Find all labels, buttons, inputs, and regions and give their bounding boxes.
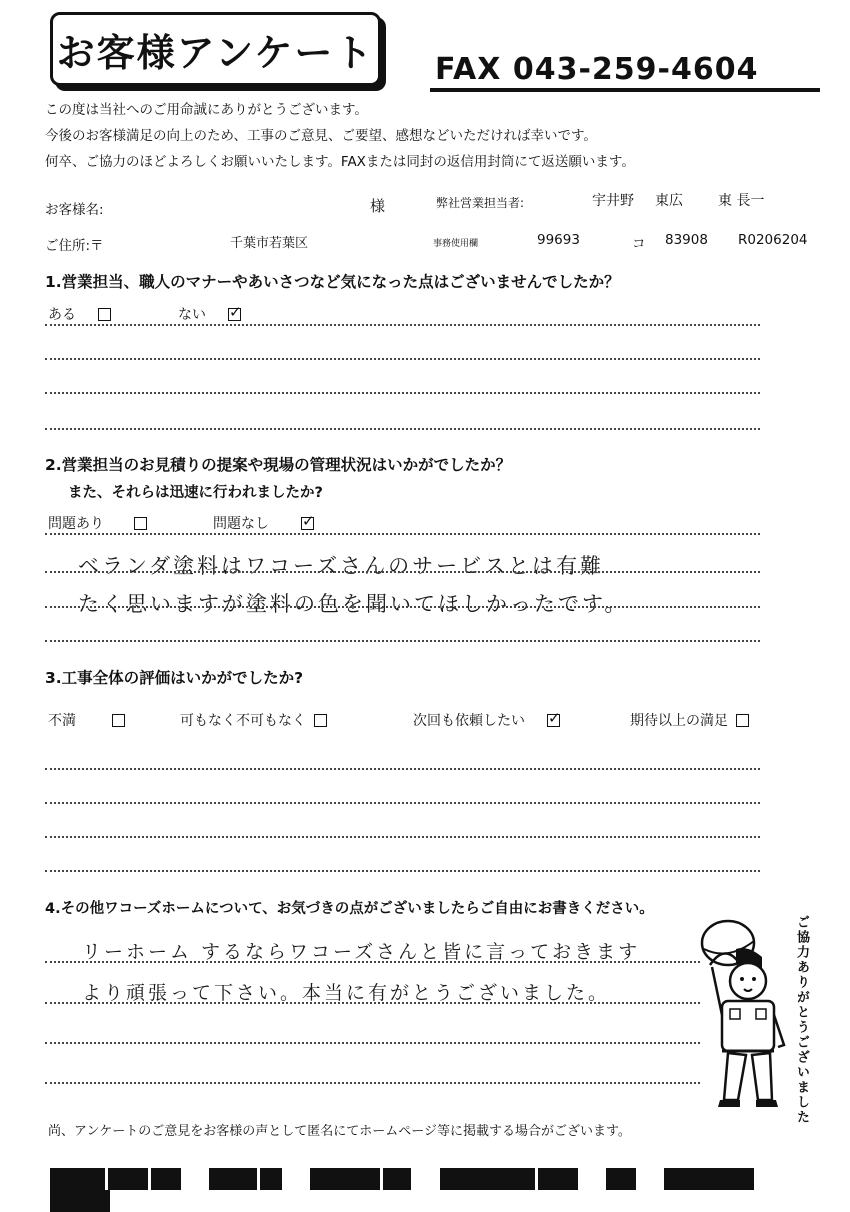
fax-number: FAX 043-259-4604 [435,52,759,87]
q3-option-neutral[interactable] [180,710,327,730]
q2-option-no-problem-checkbox[interactable] [301,517,314,530]
q1-option-yes-label: ある [48,307,76,323]
answer-line [45,392,760,394]
answer-line [45,324,760,326]
office-value-3: 83908 [665,232,708,248]
office-value-2: コ [632,236,646,252]
q2-answer-line-1: ベランダ塗料はワコーズさんのサービスとは有難 [78,554,605,578]
q2-option-problem-checkbox[interactable] [134,517,147,530]
q2-answer-line-2: たく思いますが塗料の色を聞いてほしかったです。 [78,592,629,616]
answer-line [45,358,760,360]
address-label: ご住所:〒 [45,238,104,254]
q3-option-dissatisfied-label: 不満 [48,713,76,729]
customer-name-label: お客様名: [45,202,104,218]
staff-name-2: 東広 [655,193,683,209]
q2-option-no-problem[interactable] [213,513,314,533]
staff-label: 弊社営業担当者: [436,196,525,210]
address-value: 千葉市若葉区 [230,236,309,251]
answer-line [45,1002,700,1004]
intro-line-1: この度は当社へのご用命誠にありがとうございます。 [45,102,368,118]
q1-option-no[interactable] [178,304,241,324]
answer-line [45,428,760,430]
survey-title: お客様アンケート [56,30,375,75]
answer-line [45,870,760,872]
answer-line [45,640,760,642]
q1-option-yes-checkbox[interactable] [98,308,111,321]
q1-option-no-checkbox[interactable] [228,308,241,321]
q3-option-exceeded-label: 期待以上の満足 [630,713,728,729]
worker-illustration [690,905,790,1115]
answer-line [45,768,760,770]
fax-underline [430,88,820,92]
office-use-label: 事務使用欄 [433,239,479,249]
q3-option-neutral-label: 可もなく不可もなく [180,713,306,729]
answer-line [45,571,760,573]
survey-title-box [50,12,381,86]
answer-line [45,836,760,838]
q2-option-problem[interactable] [48,513,147,533]
q1-option-no-label: ない [178,307,206,323]
answer-line [45,1082,700,1084]
q4-question: 4.その他ワコーズホームについて、お気づきの点がございましたらご自由にお書きください。 [45,901,654,917]
answer-line [45,961,700,963]
q3-question: 3.工事全体の評価はいかがでしたか? [45,669,304,687]
q4-answer-line-1: リーホーム するならワコーズさんと皆に言っておきます [82,941,641,963]
q2-question-line-2: また、それらは迅速に行われましたか? [68,485,323,501]
staff-name-3: 東 長一 [718,193,765,209]
intro-line-2: 今後のお客様満足の向上のため、工事のご意見、ご要望、感想などいただければ幸いです。 [45,128,597,144]
intro-line-3: 何卒、ご協力のほどよろしくお願いいたします。FAXまたは同封の返信用封筒にて返送願います。 [45,154,635,170]
q3-option-request-again-label: 次回も依頼したい [413,713,525,729]
staff-name-1: 宇井野 [592,193,634,209]
office-value-1: 99693 [537,232,580,248]
q2-option-no-problem-label: 問題なし [213,516,269,532]
thank-you-note: ご協力ありがとうございました [794,915,809,1125]
q3-option-dissatisfied[interactable] [48,710,125,730]
q3-option-exceeded-checkbox[interactable] [736,714,749,727]
q4-answer-line-2: より頑張って下さい。本当に有がとうございました。 [82,982,611,1004]
cropped-text-strip [50,1168,770,1194]
answer-line [45,802,760,804]
q2-option-problem-label: 問題あり [48,516,104,532]
q1-option-yes[interactable] [48,304,111,324]
q3-option-exceeded[interactable] [630,710,749,730]
footer-note: 尚、アンケートのご意見をお客様の声として匿名にてホームページ等に掲載する場合がございます。 [48,1124,631,1139]
q3-option-neutral-checkbox[interactable] [314,714,327,727]
office-value-4: R0206204 [738,232,808,248]
answer-line [45,533,760,535]
q3-option-request-again-checkbox[interactable] [547,714,560,727]
q2-question-line-1: 2.営業担当のお見積りの提案や現場の管理状況はいかがでしたか？ [45,456,512,474]
answer-line [45,1042,700,1044]
answer-line [45,606,760,608]
q3-option-request-again[interactable] [413,710,560,730]
q3-option-dissatisfied-checkbox[interactable] [112,714,125,727]
sama-label: 様 [370,197,386,215]
q1-question: 1.営業担当、職人のマナーやあいさつなど気になった点はございませんでしたか？ [45,273,620,291]
